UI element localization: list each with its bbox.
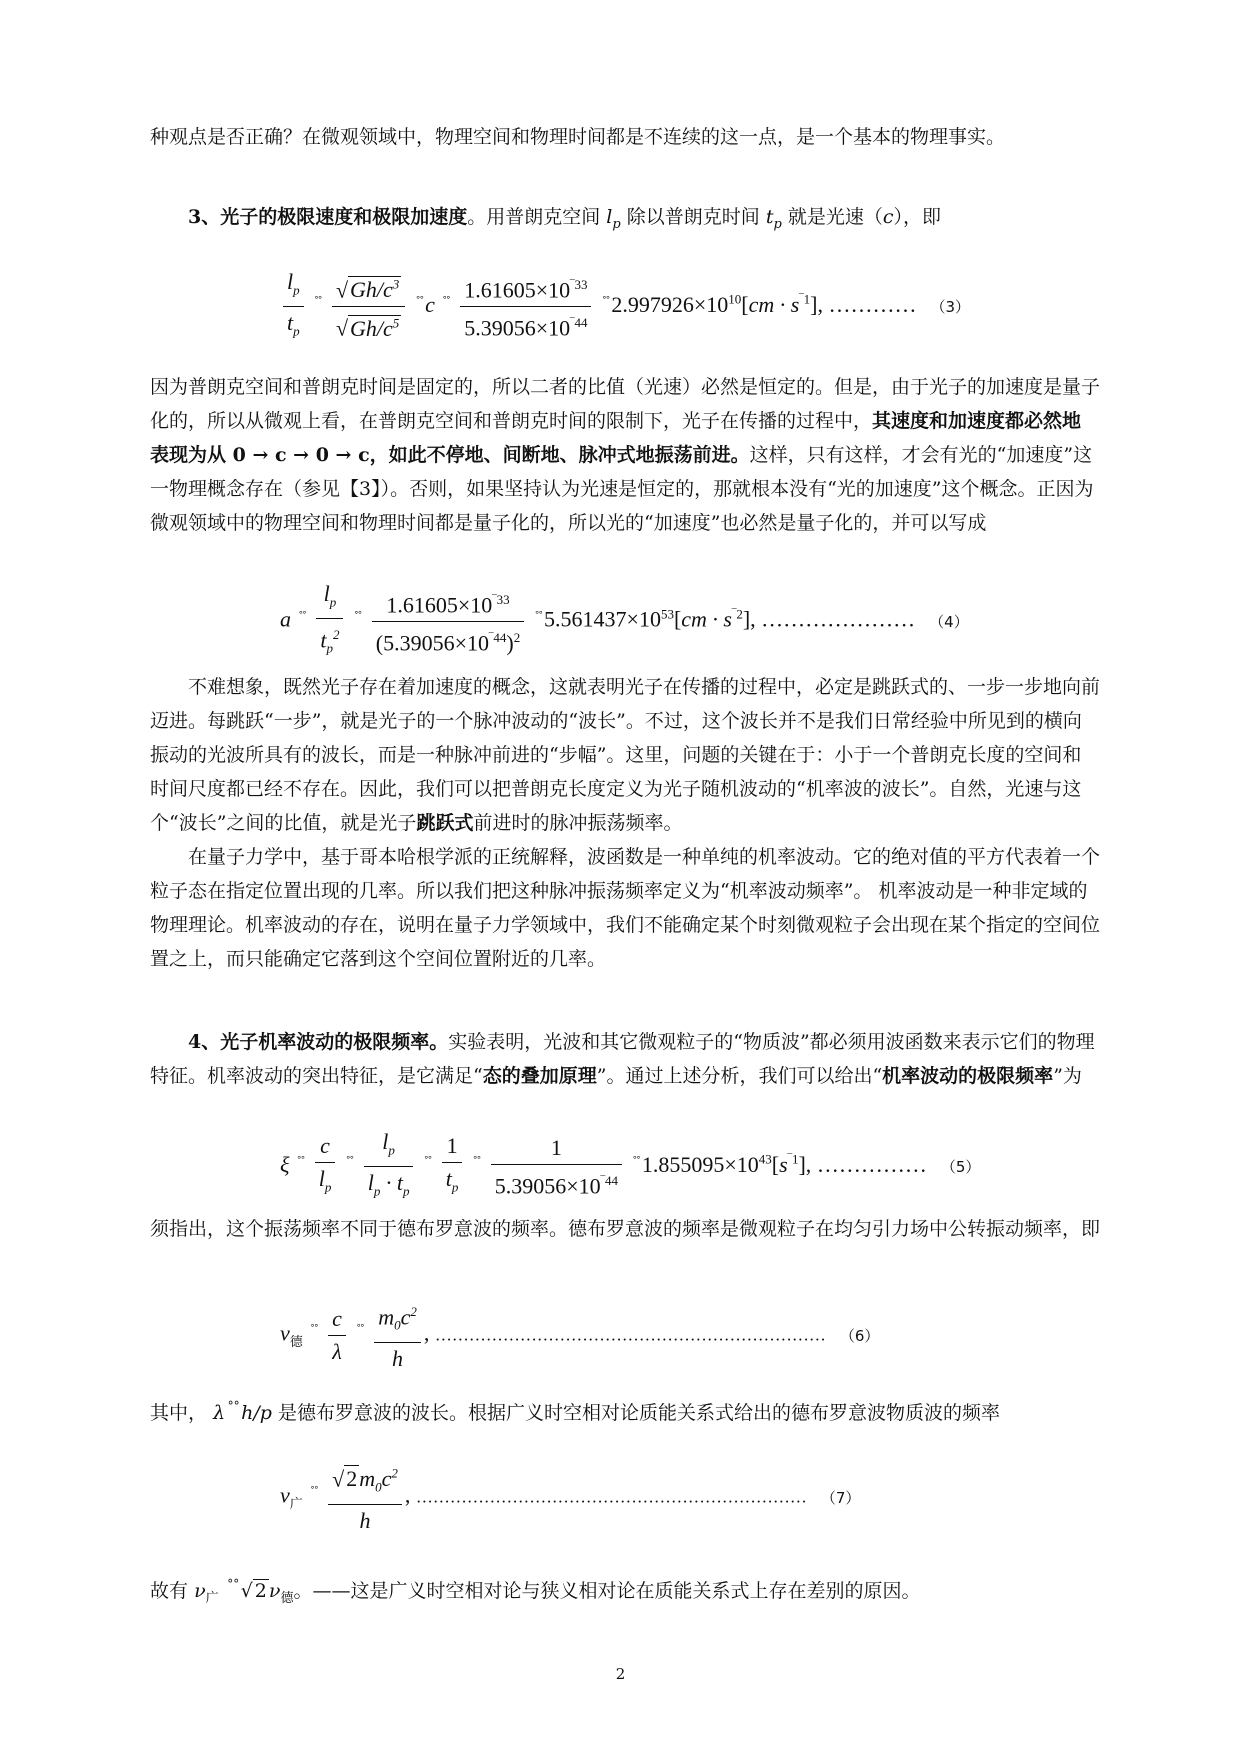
glyph: ˚˚ [314, 294, 322, 310]
eq6-tag: （6） [839, 1326, 880, 1345]
eq4-numerator: 1.61605×10 [386, 592, 493, 618]
eq3-tag: （3） [930, 298, 970, 317]
eq7-dots: …………………………………………………………… [415, 1487, 807, 1507]
text-after4-bold: 跳跃式 [416, 812, 474, 834]
glyph: ˚˚ [310, 1323, 318, 1339]
section-4 [150, 1025, 1100, 1093]
eq4-exp2: 44 [493, 630, 507, 646]
eq4-value-exp: 53 [660, 606, 674, 622]
eq3-value-exp: 10 [728, 291, 742, 307]
text-s3d: ），即 [893, 206, 942, 228]
eq3-dots: ………… [828, 291, 917, 317]
section-3-heading: 3、光子的极限速度和极限加速度 [188, 206, 468, 228]
eq3-denominator: 5.39056×10 [464, 315, 571, 341]
glyph: ˚˚ [415, 294, 424, 310]
eq5-value-exp: 43 [758, 1151, 772, 1167]
section-4-heading: 4、光子机率波动的极限频率。 [188, 1031, 449, 1053]
paragraph-intro [150, 120, 1100, 154]
glyph: ˚˚ [632, 1154, 640, 1170]
page-number: 2 [615, 1665, 626, 1683]
glyph: ˚˚ [345, 1154, 354, 1170]
glyph: ˚˚ [310, 1485, 318, 1501]
eq6-dots: …………………………………………………………… [434, 1325, 826, 1345]
paragraph-final: 故有 $\nu_广$ ˚˚ √ 2 $\nu_德$。——这是广义时空相对论与狭义相对论在质能关系式上存在差别的原因。 [150, 1579, 921, 1606]
eq4-tag: （4） [929, 613, 969, 632]
text-after3-bold: 其速度和加速度都必然地表现为从 0 → c → 0 → c，如此不停地、间断地、脉冲式地振荡前进。 [150, 410, 1082, 466]
text-after5: 须指出，这个振荡频率不同于德布罗意波的频率。德布罗意波的频率是微观粒子在均匀引力场中公转振动频率，即 [150, 1218, 1101, 1240]
eq4-unit: cm · s [681, 606, 732, 632]
glyph: ˚˚ [226, 1579, 239, 1595]
text-s3a: 。用普朗克空间 [467, 206, 601, 228]
text-after3c: 这样，只有这样，才会有光的“加速度”这一物理概念存在（参见【3】）。否则，如果坚持认为光速是恒定的，那就根本没有“光的加速度”这个概念。正因为微观领域中的物理空间和物理时间都是量子化的，所以光的“加速度”也必然是量子化的，并可以写成 [150, 444, 1094, 534]
text-s4c: ”为 [1053, 1065, 1082, 1087]
glyph: ˚˚ [423, 1154, 432, 1170]
eq4-dots: ………………… [761, 606, 916, 632]
text-s4b: ”。通过上述分析，我们可以给出“ [596, 1065, 883, 1087]
glyph: ˚˚ [534, 609, 543, 625]
text-after4b: 前进时的脉冲振荡频率。 [473, 812, 683, 834]
paragraph-after-eq6: 其中， λ ˚˚ h/p 是德布罗意波的波长。根据广义时空相对论质能关系式给出的德布罗意波物质波的频率 [150, 1401, 1000, 1424]
eq3-exp1: 33 [574, 277, 588, 293]
text-after6a: 其中， [150, 1402, 208, 1424]
glyph: ˚˚ [298, 609, 306, 625]
text-qm: 在量子力学中，基于哥本哈根学派的正统解释，波函数是一种单纯的机率波动。它的绝对值的平方代表着一个粒子态在指定位置出现的几率。所以我们把这种脉冲振荡频率定义为“机率波动频率”。 机率波动是一种非定域的物理理论。机率波动的存在，说明在量子力学领域中，我们不能确定某个时刻微观粒子会出现在某个指定的空间位置之上，而只能确定它落到这个空间位置附近的几率。 [150, 846, 1101, 970]
eq3-unit: cm · s [748, 291, 800, 317]
text-s4a: 实验表明，光波和其它微观粒子的“物质波”都必须用波函数来表示它们的物理特征。机率波动的突出特征，是它满足“ [150, 1031, 1095, 1087]
glyph: ˚˚ [442, 294, 450, 310]
text-s4-bold2: 机率波动的极限频率 [882, 1065, 1054, 1087]
paragraph-after-eq3 [150, 370, 1100, 540]
eq5-unit-exp: 1 [791, 1151, 799, 1167]
glyph: ˚˚ [356, 1323, 364, 1339]
text-final-b: 。——这是广义时空相对论与狭义相对论在质能关系式上存在差别的原因。 [293, 1580, 921, 1602]
equation-3: $\frac{l_p}{t_p}$ ˚˚ $\frac{√Gh/c^3}{√Gh/c^5}$ ˚˚c ˚˚ $\frac{1.61605\times 10^{‾33}}{5.39056\times 10^{‾44}}$ $^{˚˚}2.997926\times 10^{10}[cm \cdot s^{‾1}]$, ………… （3） [280, 268, 970, 346]
eq4-value: 5.561437×10 [544, 606, 661, 632]
section-3-intro: 3、光子的极限速度和极限加速度。用普朗克空间 $l_p$ 除以普朗克时间 $t_p$ 就是光速（c），即 [188, 206, 942, 232]
text-s3c: 就是光速（ [787, 206, 883, 228]
equation-6: $\nu_德$ ˚˚ $\frac{c}{\lambda}$ ˚˚ $\frac{m_0c^2}{h}$ , …………………………………………………………… （6） [280, 1298, 879, 1373]
eq7-tag: （7） [820, 1488, 861, 1507]
paragraph-after-eq5 [150, 1212, 1100, 1246]
equation-7: $\nu_广$ ˚˚ $\frac{√2m_0c^2}{h}$ , …………………………………………………………… （7） [280, 1460, 860, 1535]
eq5-exp: 44 [605, 1172, 618, 1188]
text-s3b: 除以普朗克时间 [626, 206, 760, 228]
text-s4-bold1: 态的叠加原理 [482, 1065, 597, 1087]
glyph: ˚˚ [601, 294, 610, 310]
eq3-unit-exp: 1 [803, 291, 811, 307]
paragraph-after-eq4 [150, 670, 1100, 840]
glyph: ˚˚ [472, 1154, 481, 1170]
equation-4: a ˚˚ $\frac{l_p}{t_p^2}$ ˚˚ $\frac{1.61605\times 10^{‾33}}{(5.39056\times 10^{‾44})^2}$ $^{˚˚}5.561437\times 10^{53}[cm \cdot s^{‾2}]$, ………………… （4） [280, 581, 969, 657]
glyph: ˚˚ [227, 1401, 240, 1417]
glyph: ˚˚ [353, 609, 362, 625]
eq4-exp1: 33 [496, 591, 510, 607]
glyph: ˚˚ [296, 1154, 305, 1170]
eq3-exp2: 44 [574, 315, 588, 331]
equation-5: ξ ˚˚ $\frac{c}{l_p}$ ˚˚ $\frac{l_p}{l_p \cdot t_p}$ ˚˚ $\frac{1}{t_p}$ ˚˚ $\frac{1}{5.39056\times 10^{‾44}}$ $^{˚˚}1.855095\times 10^{43}[s^{‾1}]$, …………… （5） [280, 1129, 981, 1199]
eq3-numerator: 1.61605×10 [464, 277, 571, 303]
text-after3a: 因为普朗克空间和普朗克时间是固定的，所以二者的比值（光速）必然是恒定的。但是，由于光子的加速度是量子化的，所以从微观上看，在普朗克空间和普朗克时间的限制下，光子在传播的过程中， [150, 376, 1101, 432]
eq3-value: 2.997926×10 [611, 291, 729, 317]
eq5-tag: （5） [940, 1158, 981, 1177]
text-after4a: 不难想象，既然光子存在着加速度的概念，这就表明光子在传播的过程中，必定是跳跃式的、一步一步地向前迈进。每跳跃“一步”，就是光子的一个脉冲波动的“波长”。不过，这个波长并不是我们日常经验中所见到的横向振动的光波所具有的波长，而是一种脉冲前进的“步幅”。这里，问题的关键在于：小于一个普朗克长度的空间和时间尺度都已经不存在。因此，我们可以把普朗克长度定义为光子随机波动的“机率波的波长”。自然，光速与这个“波长”之间的比值，就是光子 [150, 676, 1101, 834]
eq5-value: 1.855095×10 [641, 1151, 759, 1177]
eq4-denominator: 5.39056×10 [383, 630, 490, 656]
text-p0: 种观点是否正确？在微观领域中，物理空间和物理时间都是不连续的这一点，是一个基本的物理事实。 [150, 126, 1006, 148]
text-final-a: 故有 [150, 1580, 189, 1602]
paragraph-quantum [150, 840, 1100, 976]
eq4-unit-exp: 2 [736, 606, 743, 622]
eq5-denominator: 5.39056×10 [494, 1173, 601, 1199]
text-after6b: 是德布罗意波的波长。根据广义时空相对论质能关系式给出的德布罗意波物质波的频率 [277, 1402, 1000, 1424]
eq5-dots: …………… [816, 1151, 927, 1177]
eq5-unit: s [779, 1151, 788, 1177]
